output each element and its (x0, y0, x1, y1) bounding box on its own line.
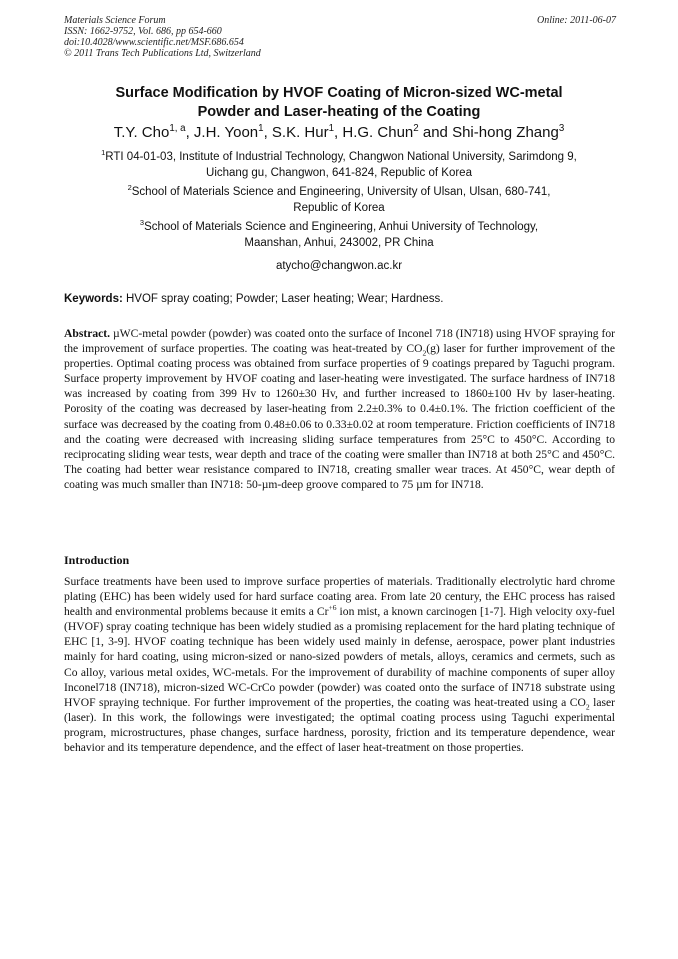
author-separator: , (185, 124, 194, 141)
keywords-label: Keywords: (64, 293, 123, 305)
contact-email: atycho@changwon.ac.kr (275, 260, 403, 272)
author-affil-mark: 1 (258, 123, 264, 134)
affiliation-line: School of Materials Science and Engineering, Anhui University of Technology, (144, 221, 539, 233)
affiliation-1 (70, 149, 608, 181)
introduction-text: Surface treatments have been used to improve surface properties of materials. Traditionally electrolytic hard chrome plating (EHC) has been widely used for hard surface coating area. From late 20 century, the EHC process has raised health and environmental problems because it emits a Cr (64, 575, 615, 619)
author-affil-mark: 2 (413, 123, 419, 134)
abstract-text: (g) laser for further improvement of the properties. Optimal coating process was obtained from surface properties of 9 coatings prepared by Taguchi program. Surface property improvement by HVOF coating and laser-heating were investigated. The surface hardness of IN718 was increased by coating from 399 Hv to 1260±30 Hv, and further increased to 1860±100 Hv by laser-heating. Porosity of the coating was decreased by laser-heating from 2.2±0.3% to 0.4±0.1%. The friction coefficient of the surface was decreased by the coating from 0.48±0.06 to 0.33±0.02 at room temperature. Friction coefficients of IN718 and the coating were decreased with increasing sliding surface temperatures from 25°C to 450°C. According to reciprocating sliding wear tests, wear depth and trace of the coating were smaller than IN718 at both 25°C and 450°C. The coating had better wear resistance compared to IN718, creating smaller wear traces. At 450°C, wear depth of coating was much smaller than IN718: 50-µm-deep groove compared to 75 µm for IN718. (64, 342, 615, 491)
author-affil-mark: 3 (558, 123, 565, 134)
introduction-text: laser (laser). In this work, the followings were investigated; the optimal coating process using Taguchi experimental program, microstructures, phase changes, surface hardness, porosity, friction and its temperature dependence, wear behavior and its temperature dependence, and the effect of laser heat-treatment on those properties. (64, 695, 615, 755)
issn-line: ISSN: 1662-9752, Vol. 686, pp 654-660 (64, 26, 222, 37)
journal-name: Materials Science Forum (64, 15, 166, 26)
title-line-2: Powder and Laser-heating of the Coating (197, 104, 481, 120)
affiliation-number: 2 (127, 183, 132, 193)
subscript: 2 (585, 702, 590, 712)
affiliation-line: Maanshan, Anhui, 243002, PR China (244, 237, 434, 249)
author-affil-mark: 1, a (169, 123, 186, 134)
affiliation-number: 1 (101, 148, 106, 158)
affiliation-line: Republic of Korea (293, 202, 385, 214)
introduction-paragraph (64, 574, 615, 755)
affiliation-2 (70, 184, 608, 216)
author-separator: , (263, 124, 272, 141)
doi-line: doi:10.4028/www.scientific.net/MSF.686.654 (64, 37, 244, 48)
paper-title (60, 84, 618, 122)
author-affil-mark: 1 (328, 123, 335, 134)
author-name: Shi-hong Zhang (452, 124, 559, 141)
author-name: S.K. Hur (271, 124, 329, 141)
introduction-text: ion mist, a known carcinogen [1-7]. High velocity oxy-fuel (HVOF) spray coating technique has been widely studied as a promising replacement for the hard plating technique of EHC [1, 3-9]. HVOF coating technique has been widely used mainly in defense, aerospace, power plant industries mainly for hard coating, using micron-sized or nano-sized powders of metals, alloys, ceramics and cermets, such as Co alloy, various metal oxides, WC-metals. For the improvement of durability of machine components of super alloy Inconel718 (IN718), micron-sized WC-CrCo powder (powder) was coated onto the surface of IN718 substrate using HVOF spraying technique. For further improvement of the properties, the coating was heat-treated using a CO (64, 605, 616, 709)
superscript: +6 (328, 603, 337, 613)
author-name: J.H. Yoon (193, 124, 259, 141)
affiliation-line: School of Materials Science and Engineering, University of Ulsan, Ulsan, 680-741, (131, 186, 551, 198)
abstract-paragraph (64, 326, 615, 492)
author-separator: and (418, 124, 453, 141)
abstract-text: µWC-metal powder (powder) was coated onto the surface of Inconel 718 (IN718) using HVOF spraying for the improvement of surface properties. The coating was heat-treated by CO (64, 327, 615, 356)
journal-header (64, 15, 616, 59)
section-heading-introduction: Introduction (64, 553, 130, 567)
keywords-text: HVOF spray coating; Powder; Laser heating; Wear; Hardness. (122, 293, 444, 305)
author-name: T.Y. Cho (113, 124, 170, 141)
affiliation-line: Uichang gu, Changwon, 641-824, Republic of Korea (206, 167, 472, 179)
online-date: Online: 2011-06-07 (537, 15, 616, 26)
copyright-line: © 2011 Trans Tech Publications Ltd, Switzerland (64, 48, 261, 59)
affiliation-3 (70, 219, 608, 251)
author-list (60, 123, 618, 143)
keywords-line (64, 291, 616, 307)
author-separator: , (334, 124, 343, 141)
affiliation-number: 3 (139, 218, 145, 228)
abstract-label: Abstract. (64, 327, 111, 340)
subscript: 2 (422, 348, 427, 358)
affiliation-line: RTI 04-01-03, Institute of Industrial Technology, Changwon National University, Sarimdong 9, (105, 151, 577, 163)
author-name: H.G. Chun (342, 124, 414, 141)
title-line-1: Surface Modification by HVOF Coating of Micron-sized WC-metal (115, 85, 563, 101)
